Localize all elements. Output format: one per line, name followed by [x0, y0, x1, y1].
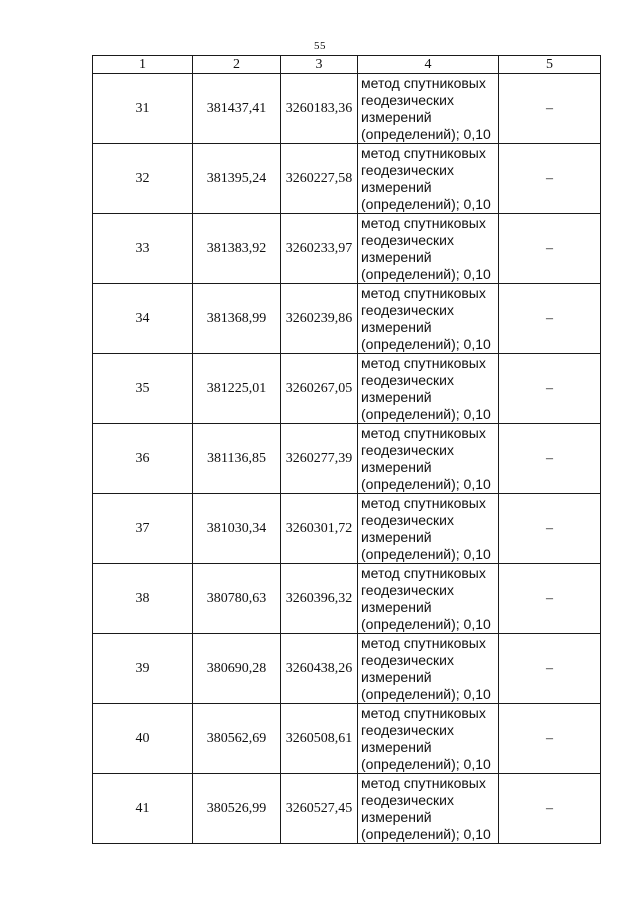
table-row: [93, 214, 601, 284]
method-cell: [358, 144, 499, 214]
table-row: [93, 494, 601, 564]
extra-cell: –: [499, 704, 601, 774]
method-line: метод спутниковых: [361, 284, 486, 301]
y-coordinate-cell: 3260183,36: [281, 74, 358, 144]
method-line: геодезических: [361, 721, 454, 738]
method-line: геодезических: [361, 791, 454, 808]
method-line: измерений: [361, 388, 432, 405]
method-line: (определений); 0,10: [361, 475, 491, 492]
x-coordinate-cell: 381437,41: [193, 74, 281, 144]
y-coordinate-cell: 3260527,45: [281, 774, 358, 844]
y-coordinate-cell: 3260396,32: [281, 564, 358, 634]
method-line: метод спутниковых: [361, 354, 486, 371]
x-coordinate-cell: 381225,01: [193, 354, 281, 424]
extra-cell: –: [499, 214, 601, 284]
extra-cell: –: [499, 774, 601, 844]
point-number-cell: 37: [93, 494, 193, 564]
y-coordinate-cell: 3260227,58: [281, 144, 358, 214]
method-cell: [358, 494, 499, 564]
table-row: [93, 74, 601, 144]
x-coordinate-cell: 380780,63: [193, 564, 281, 634]
method-line: измерений: [361, 738, 432, 755]
y-coordinate-cell: 3260438,26: [281, 634, 358, 704]
method-line: измерений: [361, 808, 432, 825]
table-row: [93, 424, 601, 494]
table-row: [93, 354, 601, 424]
method-line: (определений); 0,10: [361, 405, 491, 422]
method-cell: [358, 564, 499, 634]
method-line: метод спутниковых: [361, 494, 486, 511]
method-line: метод спутниковых: [361, 634, 486, 651]
method-cell: [358, 424, 499, 494]
table-header-row: [93, 56, 601, 74]
method-line: геодезических: [361, 91, 454, 108]
table-body: [93, 74, 601, 844]
coordinates-table: [92, 55, 601, 844]
column-header-3: 3: [281, 56, 358, 74]
point-number-cell: 34: [93, 284, 193, 354]
x-coordinate-cell: 380562,69: [193, 704, 281, 774]
method-line: метод спутниковых: [361, 564, 486, 581]
extra-cell: –: [499, 354, 601, 424]
method-line: геодезических: [361, 511, 454, 528]
method-cell: [358, 284, 499, 354]
column-header-2: 2: [193, 56, 281, 74]
method-line: (определений); 0,10: [361, 125, 491, 142]
method-line: (определений); 0,10: [361, 545, 491, 562]
method-line: (определений); 0,10: [361, 685, 491, 702]
method-cell: [358, 354, 499, 424]
y-coordinate-cell: 3260239,86: [281, 284, 358, 354]
x-coordinate-cell: 381368,99: [193, 284, 281, 354]
column-header-1: 1: [93, 56, 193, 74]
page-number: 55: [314, 40, 326, 52]
method-line: метод спутниковых: [361, 144, 486, 161]
method-line: метод спутниковых: [361, 704, 486, 721]
method-line: метод спутниковых: [361, 424, 486, 441]
column-header-4: 4: [358, 56, 499, 74]
x-coordinate-cell: 381030,34: [193, 494, 281, 564]
method-line: геодезических: [361, 301, 454, 318]
method-line: геодезических: [361, 231, 454, 248]
table-row: [93, 634, 601, 704]
method-line: (определений); 0,10: [361, 615, 491, 632]
method-cell: [358, 704, 499, 774]
point-number-cell: 38: [93, 564, 193, 634]
table-row: [93, 564, 601, 634]
method-line: измерений: [361, 458, 432, 475]
table-row: [93, 144, 601, 214]
method-line: измерений: [361, 528, 432, 545]
method-line: геодезических: [361, 441, 454, 458]
method-cell: [358, 634, 499, 704]
y-coordinate-cell: 3260233,97: [281, 214, 358, 284]
method-cell: [358, 214, 499, 284]
table-row: [93, 774, 601, 844]
method-line: метод спутниковых: [361, 774, 486, 791]
table-row: [93, 704, 601, 774]
point-number-cell: 32: [93, 144, 193, 214]
extra-cell: –: [499, 634, 601, 704]
point-number-cell: 31: [93, 74, 193, 144]
method-line: измерений: [361, 248, 432, 265]
x-coordinate-cell: 380690,28: [193, 634, 281, 704]
x-coordinate-cell: 381383,92: [193, 214, 281, 284]
method-cell: [358, 74, 499, 144]
method-cell: [358, 774, 499, 844]
method-line: геодезических: [361, 581, 454, 598]
method-line: (определений); 0,10: [361, 335, 491, 352]
extra-cell: –: [499, 564, 601, 634]
method-line: измерений: [361, 108, 432, 125]
extra-cell: –: [499, 144, 601, 214]
method-line: геодезических: [361, 371, 454, 388]
y-coordinate-cell: 3260508,61: [281, 704, 358, 774]
method-line: (определений); 0,10: [361, 755, 491, 772]
column-header-5: 5: [499, 56, 601, 74]
method-line: (определений); 0,10: [361, 195, 491, 212]
method-line: измерений: [361, 598, 432, 615]
extra-cell: –: [499, 74, 601, 144]
method-line: (определений); 0,10: [361, 825, 491, 842]
point-number-cell: 41: [93, 774, 193, 844]
y-coordinate-cell: 3260277,39: [281, 424, 358, 494]
y-coordinate-cell: 3260267,05: [281, 354, 358, 424]
extra-cell: –: [499, 284, 601, 354]
extra-cell: –: [499, 494, 601, 564]
point-number-cell: 35: [93, 354, 193, 424]
point-number-cell: 33: [93, 214, 193, 284]
point-number-cell: 36: [93, 424, 193, 494]
method-line: геодезических: [361, 161, 454, 178]
x-coordinate-cell: 380526,99: [193, 774, 281, 844]
x-coordinate-cell: 381395,24: [193, 144, 281, 214]
point-number-cell: 40: [93, 704, 193, 774]
method-line: метод спутниковых: [361, 214, 486, 231]
method-line: метод спутниковых: [361, 74, 486, 91]
table-row: [93, 284, 601, 354]
method-line: (определений); 0,10: [361, 265, 491, 282]
x-coordinate-cell: 381136,85: [193, 424, 281, 494]
method-line: измерений: [361, 668, 432, 685]
method-line: измерений: [361, 178, 432, 195]
y-coordinate-cell: 3260301,72: [281, 494, 358, 564]
extra-cell: –: [499, 424, 601, 494]
method-line: геодезических: [361, 651, 454, 668]
point-number-cell: 39: [93, 634, 193, 704]
method-line: измерений: [361, 318, 432, 335]
